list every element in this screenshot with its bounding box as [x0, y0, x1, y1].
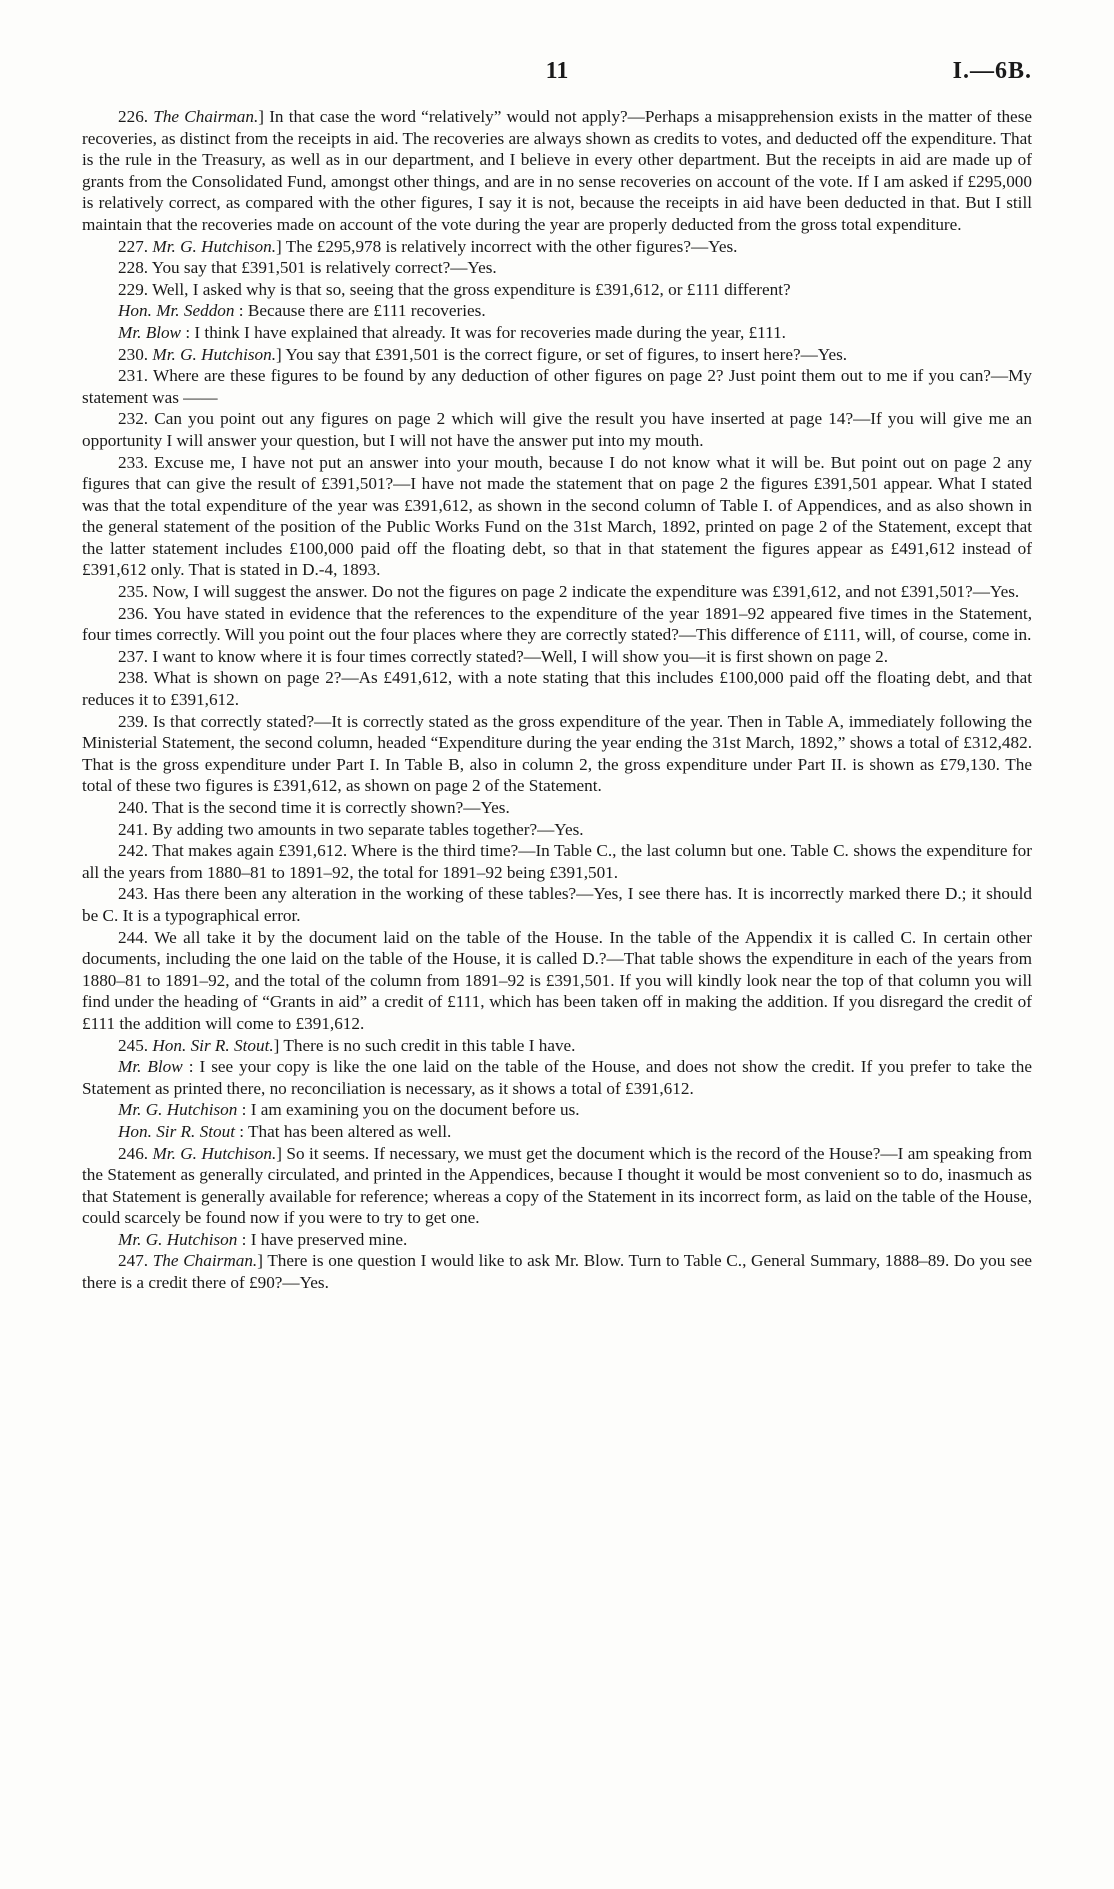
- question-number: 230.: [118, 344, 149, 364]
- question-number: 228.: [118, 258, 149, 278]
- paragraph-text: You say that £391,501 is relatively correct?—Yes.: [151, 258, 497, 278]
- question-number: 237.: [118, 646, 149, 666]
- question-number: 235.: [118, 582, 149, 602]
- testimony-paragraph: [82, 927, 1032, 1035]
- paragraph-text: Because there are £111 recoveries.: [243, 301, 486, 321]
- question-number: 226.: [118, 107, 149, 126]
- paragraph-text: There is one question I would like to ask Mr. Blow. Turn to Table C., General Summary, 1888–89. Do you see there is a credit there of £90?—Yes.: [82, 1251, 1032, 1293]
- testimony-paragraph: [82, 711, 1032, 797]
- speaker-name: Mr. G. Hutchison: [118, 1229, 238, 1249]
- paragraph-text: That is the second time it is correctly shown?—Yes.: [152, 798, 510, 817]
- paragraph-text: You say that £391,501 is the correct figure, or set of figures, to insert here?—Yes.: [281, 344, 848, 364]
- paragraph-text: I think I have explained that already. It was for recoveries made during the year, £111.: [190, 322, 786, 342]
- testimony-paragraph: [82, 603, 1032, 646]
- paragraph-text: By adding two amounts in two separate tables together?—Yes.: [152, 819, 584, 839]
- testimony-paragraph: [82, 819, 1032, 841]
- paragraph-text: That makes again £391,612. Where is the third time?—In Table C., the last column but one. Table C. shows the expenditure for all the years from 1880–81 to 1891–92, the total for 1891–92 being £391,501.: [82, 841, 1032, 882]
- testimony-paragraph: [82, 1250, 1032, 1293]
- question-number: 231.: [118, 366, 149, 386]
- paragraph-text: I want to know where it is four times correctly stated?—Well, I will show you—it is first shown on page 2.: [152, 646, 889, 666]
- speaker-separator: ]: [276, 344, 282, 364]
- speaker-name: Hon. Sir R. Stout.: [152, 1035, 274, 1055]
- testimony-paragraph: [82, 883, 1032, 926]
- question-number: 227.: [118, 236, 149, 256]
- testimony-paragraph: [82, 1143, 1032, 1229]
- testimony-paragraph: [82, 300, 1032, 322]
- testimony-paragraph: [82, 344, 1032, 366]
- speaker-separator: ]: [258, 107, 265, 126]
- paragraph-text: Where are these figures to be found by any deduction of other figures on page 2? Just point them out to me if you can?—My statement was ——: [82, 366, 1032, 407]
- speaker-name: Hon. Sir R. Stout: [118, 1121, 235, 1141]
- paragraph-text: In that case the word “relatively” would not apply?—Perhaps a misapprehension exists in the matter of these recoveries, as distinct from the receipts in aid. The recoveries are always shown as credits to votes, and deducted off the expenditure. That is the rule in the Treasury, as well as in our department, and I believe in every other department. But the receipts in aid are made up of grants from the Consolidated Fund, amongst other things, and are in no sense recoveries on account of the vote. If I am asked if £295,000 is relatively correct, as compared with the other figures, I say it is not, because the receipts in aid have been deducted in that. But I still maintain that the recoveries made on account of the vote during the year are properly deducted from the gross total expenditure.: [82, 107, 1033, 234]
- speaker-name: The Chairman.: [153, 107, 259, 126]
- testimony-paragraph: [82, 1121, 1032, 1143]
- question-number: 236.: [118, 603, 149, 623]
- question-number: 243.: [118, 884, 149, 904]
- testimony-paragraph: [82, 452, 1032, 582]
- testimony-paragraph: [82, 581, 1032, 603]
- question-number: 240.: [118, 798, 149, 817]
- speaker-name: Mr. G. Hutchison.: [152, 344, 277, 364]
- speaker-name: Mr. Blow: [118, 322, 182, 342]
- speaker-separator: ]: [257, 1251, 263, 1271]
- speaker-separator: ]: [276, 236, 282, 256]
- paragraph-text: That has been altered as well.: [244, 1121, 452, 1141]
- testimony-paragraph: [82, 257, 1032, 279]
- testimony-paragraph: [82, 797, 1032, 819]
- testimony-paragraph: [82, 1056, 1032, 1099]
- speaker-separator: ]: [273, 1035, 280, 1055]
- paragraph-text: Has there been any alteration in the working of these tables?—Yes, I see there has. It is incorrectly marked there D.; it should be C. It is a typographical error.: [82, 884, 1032, 925]
- paragraph-text: I am examining you on the document before us.: [246, 1100, 580, 1120]
- question-number: 247.: [118, 1251, 149, 1271]
- testimony-paragraph: [82, 840, 1032, 883]
- testimony-paragraph: [82, 279, 1032, 301]
- question-number: 238.: [118, 668, 149, 688]
- testimony-paragraph: [82, 408, 1032, 451]
- paragraph-text: So it seems. If necessary, we must get the document which is the record of the House?—I am speaking from the Statement as generally circulated, and printed in the Appendices, because I thought it would be most convenient so to do, inasmuch as that Statement is generally available for reference; whereas a copy of the Statement in its incorrect form, as laid on the table of the House, could scarcely be found now if you were to try to get one.: [82, 1143, 1032, 1228]
- paragraph-text: The £295,978 is relatively incorrect with the other figures?—Yes.: [281, 236, 738, 256]
- question-number: 232.: [118, 409, 149, 429]
- question-number: 229.: [118, 279, 149, 299]
- speaker-separator: :: [234, 1121, 245, 1141]
- testimony-paragraph: [82, 365, 1032, 408]
- testimony-paragraph: [82, 1035, 1032, 1057]
- page-body: [82, 106, 1032, 1294]
- question-number: 241.: [118, 819, 149, 839]
- paragraph-text: Now, I will suggest the answer. Do not the figures on page 2 indicate the expenditure was £391,612, and not £391,501?—Yes.: [152, 582, 1020, 602]
- testimony-paragraph: [82, 236, 1032, 258]
- testimony-paragraph: [82, 667, 1032, 710]
- paragraph-text: What is shown on page 2?—As £491,612, with a note stating that this includes £100,000 paid off the floating debt, and that reduces it to £391,612.: [82, 668, 1032, 710]
- speaker-separator: :: [237, 1100, 247, 1120]
- paragraph-text: I have preserved mine.: [246, 1229, 408, 1249]
- paragraph-text: You have stated in evidence that the references to the expenditure of the year 1891–92 appeared five times in the Statement, four times correctly. Will you point out the four places where they are correctly stated?—This difference of £111, will, of course, come in.: [82, 603, 1032, 645]
- speaker-separator: :: [237, 1229, 247, 1249]
- paragraph-text: There is no such credit in this table I have.: [279, 1035, 576, 1055]
- speaker-separator: :: [234, 301, 244, 321]
- testimony-paragraph: [82, 1229, 1032, 1251]
- testimony-paragraph: [82, 646, 1032, 668]
- page-reference: I.—6B.: [952, 58, 1032, 84]
- question-number: 244.: [118, 927, 149, 947]
- question-number: 246.: [118, 1143, 149, 1163]
- testimony-paragraph: [82, 322, 1032, 344]
- speaker-separator: ]: [276, 1143, 283, 1163]
- speaker-name: Mr. G. Hutchison.: [152, 236, 277, 256]
- page-header: [82, 58, 1032, 98]
- speaker-name: Hon. Mr. Seddon: [118, 301, 235, 321]
- question-number: 233.: [118, 452, 149, 472]
- speaker-name: Mr. G. Hutchison: [118, 1100, 238, 1120]
- question-number: 245.: [118, 1035, 149, 1055]
- paragraph-text: I see your copy is like the one laid on the table of the House, and does not show the credit. If you prefer to take the Statement as printed there, no reconciliation is necessary, as it shows a total of £391,612.: [82, 1057, 1032, 1098]
- question-number: 242.: [118, 841, 149, 861]
- speaker-name: Mr. G. Hutchison.: [152, 1143, 277, 1163]
- paragraph-text: We all take it by the document laid on the table of the House. In the table of the Appendix it is called C. In certain other documents, including the one laid on the table of the House, it is called D.?—That table shows the expenditure in each of the years from 1880–81 to 1891–92, and the total of the column from 1891–92 is £391,501. If you will kindly look near the top of that column you will find under the heading of “Grants in aid” a credit of £111, which has been taken off in making the addition. If you disregard the credit of £111 the addition will come to £391,612.: [82, 927, 1032, 1033]
- speaker-separator: :: [181, 322, 191, 342]
- paragraph-text: Excuse me, I have not put an answer into your mouth, because I do not know what it will be. But point out on page 2 any figures that can give the result of £391,501?—I have not made the statement that on page 2 the figures £391,501 appear. What I stated was that the total expenditure of the year was £391,612, as shown in the second column of Table I. of Appendices, and as also shown in the general statement of the position of the Public Works Fund on the 31st March, 1892, printed on page 2 of the Statement, except that the latter statement includes £100,000 paid off the floating debt, so that in that statement the figures appear as £491,612 instead of £391,612 only. That is stated in D.-4, 1893.: [82, 452, 1033, 580]
- paragraph-text: Is that correctly stated?—It is correctly stated as the gross expenditure of the year. Then in Table A, immediately following the Ministerial Statement, the second column, headed “Expenditure during the year ending the 31st March, 1892,” shows a total of £312,482. That is the gross expenditure under Part I. In Table B, also in column 2, the gross expenditure under Part II. is shown as £79,130. The total of these two figures is £391,612, as shown on page 2 of the Statement.: [82, 711, 1033, 796]
- speaker-name: Mr. Blow: [118, 1057, 183, 1077]
- page-number: 11: [545, 58, 569, 84]
- speaker-name: The Chairman.: [152, 1251, 258, 1271]
- testimony-paragraph: [82, 106, 1032, 236]
- testimony-paragraph: [82, 1099, 1032, 1121]
- paragraph-text: Well, I asked why is that so, seeing that the gross expenditure is £391,612, or £111 different?: [152, 279, 791, 299]
- question-number: 239.: [118, 711, 149, 731]
- paragraph-text: Can you point out any figures on page 2 which will give the result you have inserted at page 14?—If you will give me an opportunity I will answer your question, but I will not have the answer put into my mouth.: [82, 409, 1033, 450]
- speaker-separator: :: [182, 1057, 194, 1077]
